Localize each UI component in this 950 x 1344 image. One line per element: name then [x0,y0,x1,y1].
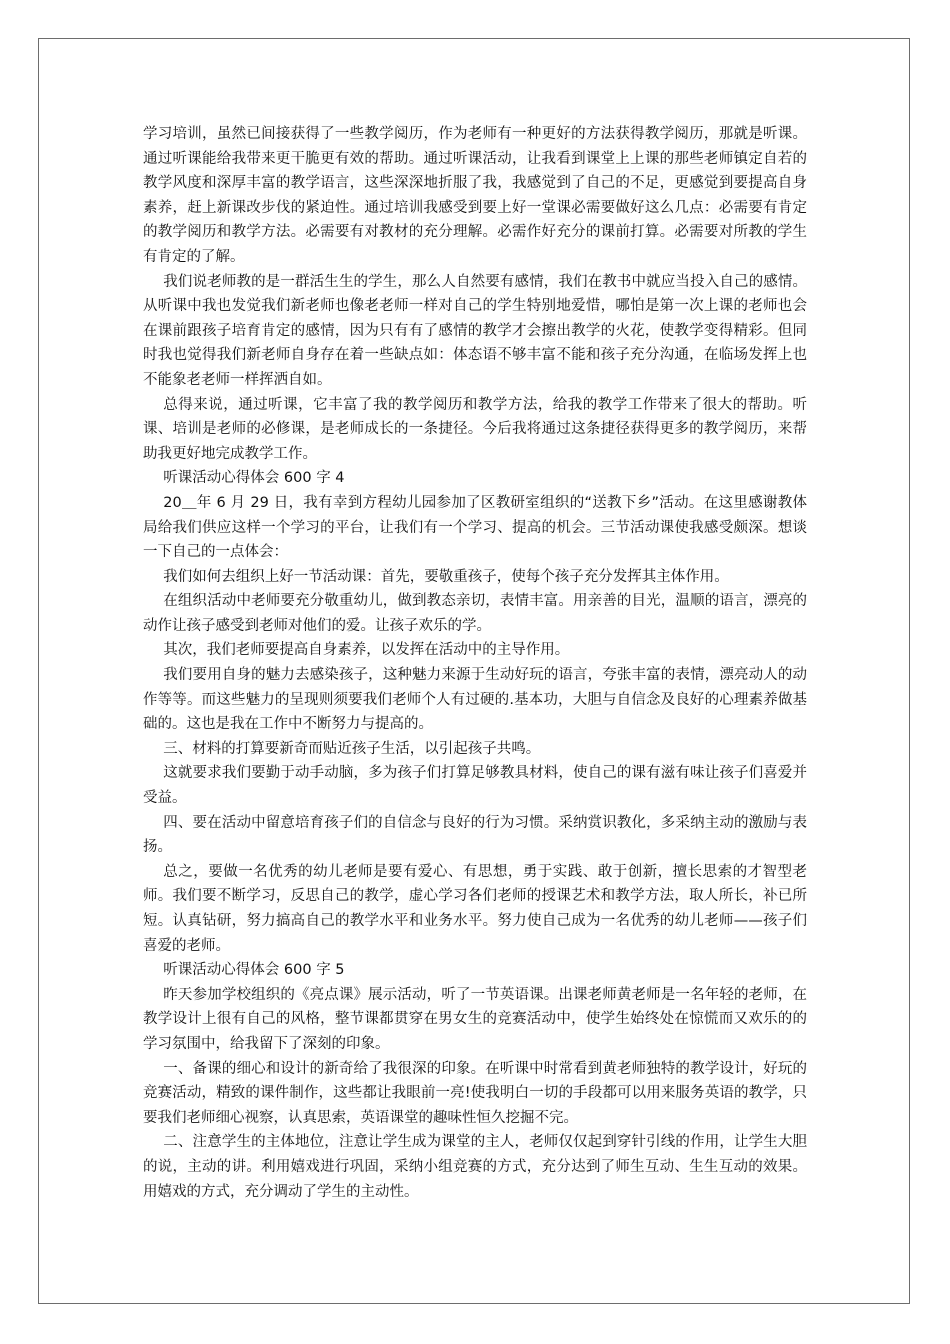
paragraph: 总之，要做一名优秀的幼儿老师是要有爱心、有思想，勇于实践、敢于创新，擅长思索的才智型老师。我们要不断学习，反思自己的教学，虚心学习各们老师的授课艺术和教学方法，取人所长，补已所短。认真钻研，努力搞高自己的教学水平和业务水平。努力使自己成为一名优秀的幼儿老师——孩子们喜爱的老师。 [143,863,807,954]
section-heading: 听课活动心得体会 600 字 4 [163,470,345,487]
paragraph: 我们要用自身的魅力去感染孩子，这种魅力来源于生动好玩的语言，夸张丰富的表情，漂亮动人的动作等等。而这些魅力的呈现则须要我们老师个人有过硬的.基本功，大胆与自信念及良好的心理素养做基础的。这也是我在工作中不断努力与提高的。 [143,667,807,733]
paragraph: 20＿年 6 月 29 日，我有幸到方程幼儿园参加了区教研室组织的“送教下乡”活动。在这里感谢教体局给我们供应这样一个学习的平台，让我们有一个学习、提高的机会。三节活动课使我感受颇深。想谈一下自己的一点体会： [143,494,807,561]
paragraph: 总得来说，通过听课，它丰富了我的教学阅历和教学方法，给我的教学工作带来了很大的帮助。听课、培训是老师的必修课，是老师成长的一条捷径。今后我将通过这条捷径获得更多的教学阅历，来帮助我更好地完成教学工作。 [143,396,807,462]
paragraph: 这就要求我们要勤于动手动脑，多为孩子们打算足够教具材料，使自己的课有滋有味让孩子们喜爱并受益。 [143,765,807,807]
paragraph: 我们如何去组织上好一节活动课：首先，要敬重孩子，使每个孩子充分发挥其主体作用。 [163,568,729,585]
paragraph: 昨天参加学校组织的《亮点课》展示活动，听了一节英语课。出课老师黄老师是一名年轻的老师，在教学设计上很有自己的风格，整节课都贯穿在男女生的竞赛活动中，使学生始终处在惊慌而又欢乐的的学习氛围中，给我留下了深刻的印象。 [143,986,807,1052]
paragraph: 其次，我们老师要提高自身素养，以发挥在活动中的主导作用。 [163,642,570,659]
paragraph: 我们说老师教的是一群活生生的学生，那么人自然要有感情，我们在教书中就应当投入自己的感情。从听课中我也发觉我们新老师也像老老师一样对自己的学生特别地爱惜，哪怕是第一次上课的老师也会在课前跟孩子培育肯定的感情，因为只有有了感情的教学才会擦出教学的火花，使教学变得精彩。但同时我也觉得我们新老师自身存在着一些缺点如：体态语不够丰富不能和孩子充分沟通，在临场发挥上也不能象老老师一样挥洒自如。 [143,273,807,388]
paragraph: 在组织活动中老师要充分敬重幼儿，做到教态亲切，表情丰富。用亲善的目光，温顺的语言，漂亮的动作让孩子感受到老师对他们的爱。让孩子欢乐的学。 [143,593,807,634]
paragraph: 四、要在活动中留意培育孩子们的自信念与良好的行为习惯。采纳赏识教化，多采纳主动的激励与表扬。 [143,814,807,856]
document-body [143,122,807,1204]
paragraph: 二、注意学生的主体地位，注意让学生成为课堂的主人，老师仅仅起到穿针引线的作用，让学生大胆的说，主动的讲。利用嬉戏进行巩固，采纳小组竞赛的方式，充分达到了师生互动、生生互动的效果。用嬉戏的方式，充分调动了学生的主动性。 [143,1134,807,1200]
paragraph: 一、备课的细心和设计的新奇给了我很深的印象。在听课中时常看到黄老师独特的教学设计，好玩的竞赛活动，精致的课件制作，这些都让我眼前一亮!使我明白一切的手段都可以用来服务英语的教学，只要我们老师细心视察，认真思索，英语课堂的趣味性恒久挖掘不完。 [143,1060,807,1126]
section-heading: 听课活动心得体会 600 字 5 [163,962,345,979]
paragraph: 学习培训，虽然已间接获得了一些教学阅历，作为老师有一种更好的方法获得教学阅历，那就是听课。通过听课能给我带来更干脆更有效的帮助。通过听课活动，让我看到课堂上上课的那些老师镇定自若的教学风度和深厚丰富的教学语言，这些深深地折服了我，我感觉到了自己的不足，更感觉到要提高自身素养，赶上新课改步伐的紧迫性。通过培训我感受到要上好一堂课必需要做好这么几点：必需要有肯定的教学阅历和教学方法。必需要有对教材的充分理解。必需作好充分的课前打算。必需要对所教的学生有肯定的了解。 [143,126,807,265]
paragraph: 三、材料的打算要新奇而贴近孩子生活，以引起孩子共鸣。 [163,740,541,757]
